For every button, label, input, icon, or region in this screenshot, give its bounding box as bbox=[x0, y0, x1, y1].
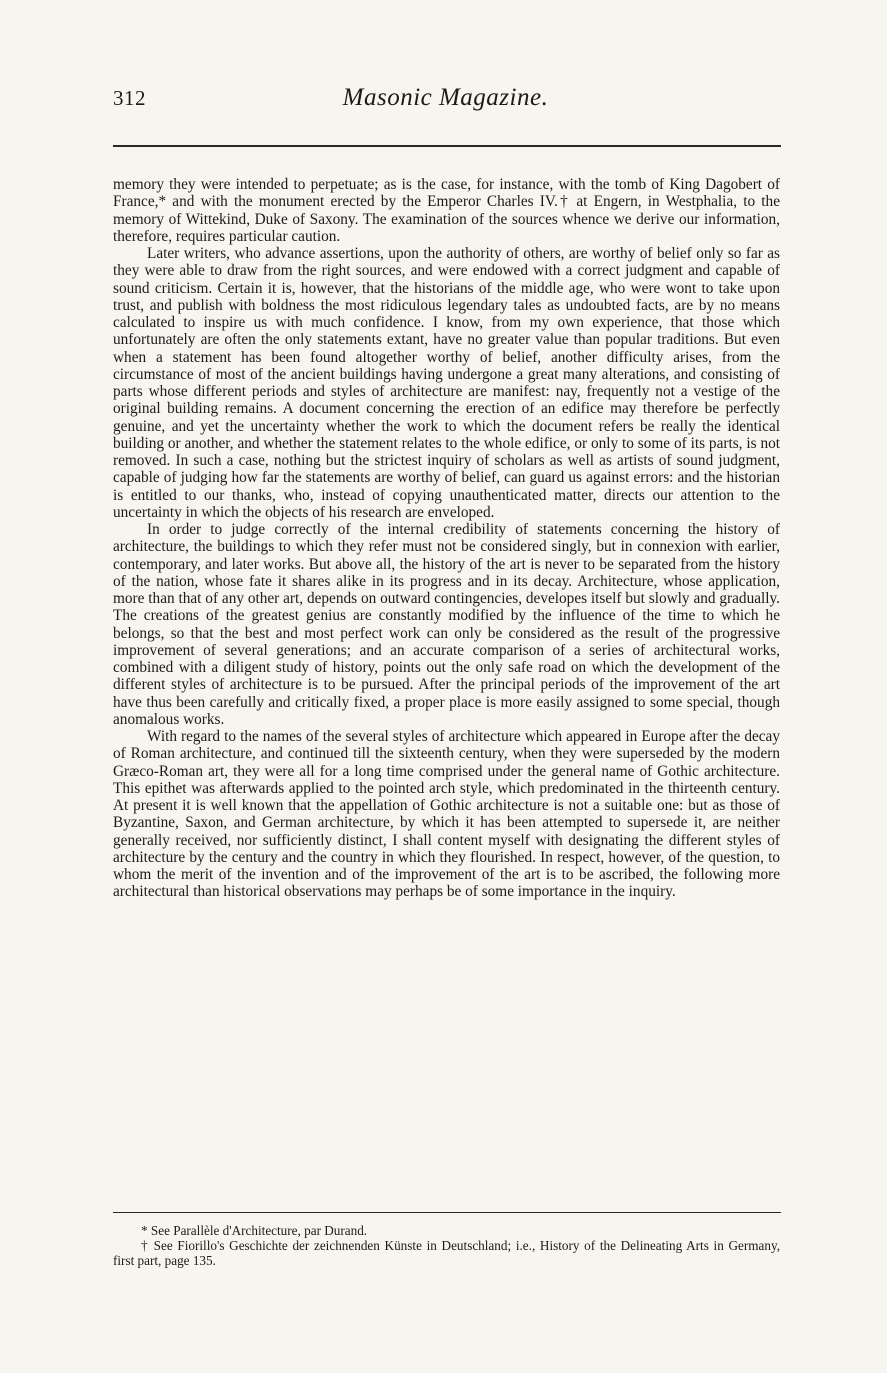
paragraph-4: With regard to the names of the several styles of architecture which appeared in Europe after the decay of Roman architecture, and continued till the sixteenth century, when they were superseded by the modern Græco-Roman art, they were all for a long time comprised under the general name of Gothic architecture. This epithet was afterwards applied to the pointed arch style, which predominated in the thirteenth century. At present it is well known that the appellation of Gothic architecture is not a suitable one: but as those of Byzantine, Saxon, and German architecture, by which it has been attempted to supersede it, are neither generally received, nor sufficiently distinct, I shall content myself with designating the different styles of architecture by the century and the country in which they flourished. In respect, however, of the question, to whom the merit of the invention and of the improvement of the art is to be ascribed, the following more architectural than historical observations may perhaps be of some importance in the inquiry. bbox=[113, 728, 780, 901]
article-body bbox=[113, 176, 780, 901]
footnote-1: * See Parallèle d'Architecture, par Durand. bbox=[141, 1223, 368, 1238]
header-rule bbox=[113, 145, 781, 147]
footnote-2: † See Fiorillo's Geschichte der zeichnenden Künste in Deutschland; i.e., History of the Delineating Arts in Germany, first part, page 135. bbox=[113, 1238, 780, 1268]
page-number: 312 bbox=[113, 86, 146, 110]
footnotes bbox=[113, 1223, 780, 1268]
paragraph-3: In order to judge correctly of the internal credibility of statements concerning the history of architecture, the buildings to which they refer must not be considered singly, but in connexion with earlier, contemporary, and later works. But above all, the history of the art is never to be separated from the history of the nation, whose fate it shares alike in its progress and in its decay. Architecture, whose application, more than that of any other art, depends on outward contingencies, developes itself but slowly and gradually. The creations of the greatest genius are constantly modified by the influence of the time to which he belongs, so that the best and most perfect work can only be considered as the result of the progressive improvement of several generations; and an accurate comparison of a series of architectural works, combined with a diligent study of history, points out the only safe road on which the development of the different styles of architecture is to be pursued. After the principal periods of the improvement of the art have thus been carefully and critically fixed, a proper place is more easily assigned to some special, though anomalous works. bbox=[113, 521, 780, 728]
paragraph-1: memory they were intended to perpetuate; as is the case, for instance, with the tomb of King Dagobert of France,* and with the monument erected by the Emperor Charles IV.† at Engern, in Westphalia, to the memory of Wittekind, Duke of Saxony. The examination of the sources whence we derive our information, therefore, requires particular caution. bbox=[113, 176, 780, 245]
running-title: Masonic Magazine. bbox=[342, 84, 549, 111]
paragraph-2: Later writers, who advance assertions, upon the authority of others, are worthy of belief only so far as they were able to draw from the right sources, and were endowed with a correct judgment and capable of sound criticism. Certain it is, however, that the historians of the middle age, who were wont to take upon trust, and publish with boldness the most ridiculous legendary tales as undoubted facts, are by no means calculated to inspire us with much confidence. I know, from my own experience, that those which unfortunately are often the only statements extant, have no greater value than popular traditions. But even when a statement has been found altogether worthy of belief, another difficulty arises, from the circumstance of most of the ancient buildings having undergone a great many alterations, and consisting of parts whose different periods and styles of architecture are manifest: nay, frequently not a vestige of the original building remains. A document concerning the erection of an edifice may therefore be perfectly genuine, and yet the uncertainty whether the work to which the document refers be really the identical building or another, and whether the statement relates to the whole edifice, or only to some of its parts, is not removed. In such a case, nothing but the strictest inquiry of scholars as well as artists of sound judgment, capable of judging how far the statements are worthy of belief, can guard us against errors: and the historian is entitled to our thanks, who, instead of copying unauthenticated matter, directs our attention to the uncertainty in which the objects of his research are enveloped. bbox=[113, 245, 780, 521]
footnote-rule bbox=[113, 1212, 781, 1213]
page-header bbox=[113, 86, 778, 126]
